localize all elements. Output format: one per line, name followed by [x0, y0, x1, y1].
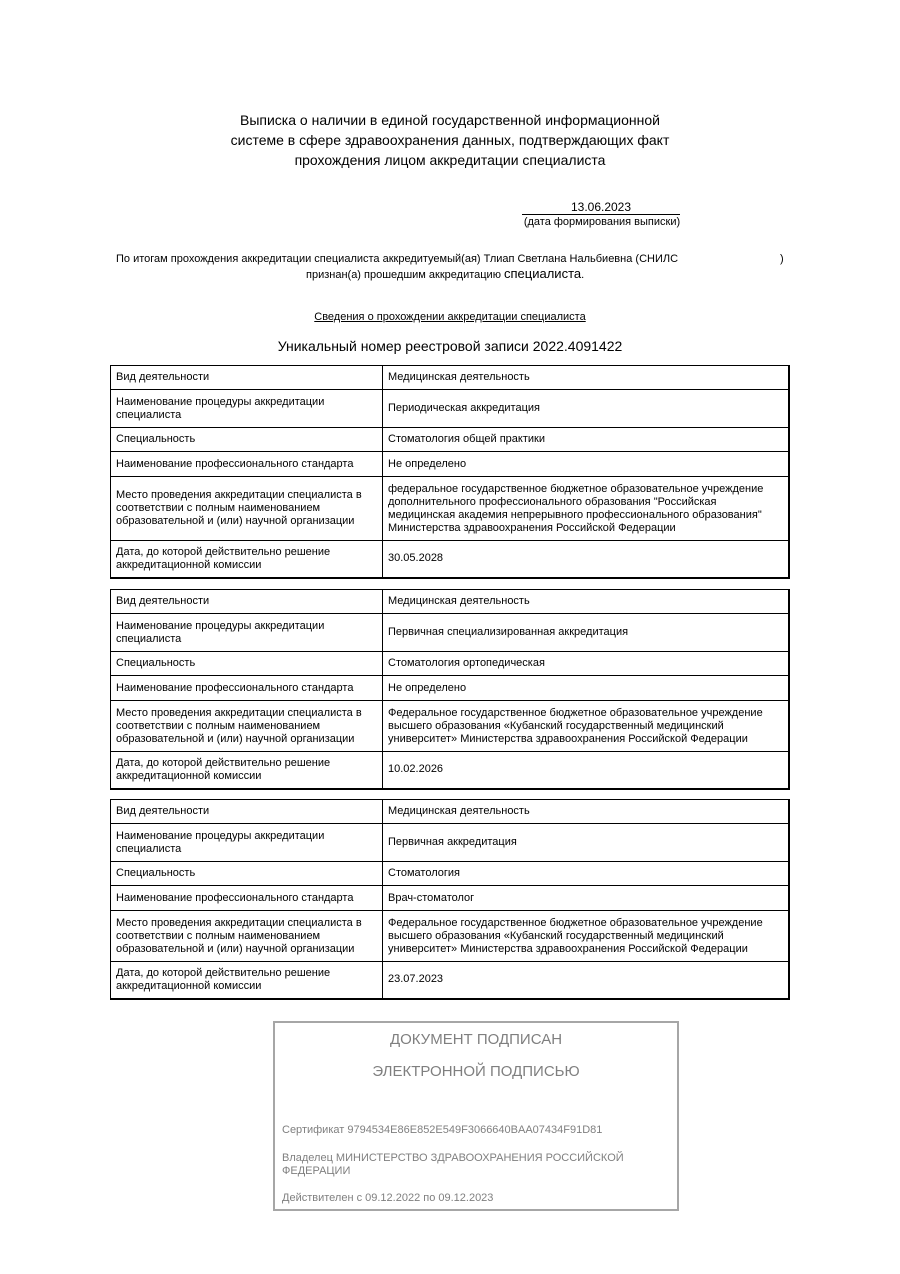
table-row [111, 590, 790, 614]
row-value: 10.02.2026 [383, 752, 790, 789]
row-value: Федеральное государственное бюджетное образовательное учреждение высшего образования «Кубанский государственный медицинский университет» Министерства здравоохранения Российской Федерации [383, 911, 790, 962]
row-label: Дата, до которой действительно решение аккредитационной комиссии [111, 752, 383, 789]
stamp-line-2: ЭЛЕКТРОННОЙ ПОДПИСЬЮ [372, 1063, 580, 1080]
accreditation-table-2 [110, 589, 790, 790]
table-row [111, 541, 790, 578]
electronic-signature-stamp [273, 1021, 679, 1211]
stamp-line-1: ДОКУМЕНТ ПОДПИСАН [389, 1031, 563, 1048]
row-value: Стоматология [383, 862, 790, 886]
intro-line-2-emphasis: специалиста [504, 266, 582, 281]
row-label: Место проведения аккредитации специалиста в соответствии с полным наименованием образовательной и (или) научной организации [111, 911, 383, 962]
row-value: Врач-стоматолог [383, 886, 790, 911]
table-row [111, 614, 790, 652]
row-label: Специальность [111, 428, 383, 452]
row-value: Медицинская деятельность [383, 366, 790, 390]
row-value: Стоматология ортопедическая [383, 652, 790, 676]
row-label: Вид деятельности [111, 366, 383, 390]
title-line-3: прохождения лицом аккредитации специалиста [294, 152, 606, 168]
row-label: Место проведения аккредитации специалиста в соответствии с полным наименованием образовательной и (или) научной организации [111, 701, 383, 752]
row-value: Периодическая аккредитация [383, 390, 790, 428]
intro-line-2-suffix: . [581, 269, 585, 281]
section-heading: Сведения о прохождении аккредитации специалиста [314, 311, 586, 323]
table-row [111, 701, 790, 752]
statement-date-block [518, 200, 686, 229]
table-row [111, 752, 790, 789]
row-label: Дата, до которой действительно решение аккредитационной комиссии [111, 962, 383, 999]
row-label: Вид деятельности [111, 800, 383, 824]
row-value: Медицинская деятельность [383, 800, 790, 824]
title-line-2: системе в сфере здравоохранения данных, подтверждающих факт [230, 132, 670, 148]
table-row [111, 911, 790, 962]
row-label: Наименование профессионального стандарта [111, 886, 383, 911]
statement-date: 13.06.2023 [522, 200, 680, 215]
row-value: Не определено [383, 452, 790, 477]
row-value: Не определено [383, 676, 790, 701]
intro-closing-paren: ) [780, 253, 784, 265]
row-label: Наименование профессионального стандарта [111, 676, 383, 701]
stamp-certificate: Сертификат 9794534E86E852E549F3066640BAA07434F91D81 [282, 1124, 603, 1136]
table-row [111, 862, 790, 886]
row-label: Наименование процедуры аккредитации специалиста [111, 390, 383, 428]
row-value: 23.07.2023 [383, 962, 790, 999]
statement-date-caption: (дата формирования выписки) [523, 216, 681, 228]
table-row [111, 800, 790, 824]
row-value: Медицинская деятельность [383, 590, 790, 614]
table-row [111, 477, 790, 541]
title-line-1: Выписка о наличии в единой государственной информационной [240, 112, 660, 128]
row-value: Первичная аккредитация [383, 824, 790, 862]
table-row [111, 366, 790, 390]
document-title [0, 110, 900, 170]
row-label: Наименование процедуры аккредитации специалиста [111, 824, 383, 862]
row-label: Специальность [111, 652, 383, 676]
intro-line-2-prefix: признан(а) прошедшим аккредитацию [306, 269, 505, 281]
row-value: Стоматология общей практики [383, 428, 790, 452]
stamp-owner: Владелец МИНИСТЕРСТВО ЗДРАВООХРАНЕНИЯ РОССИЙСКОЙ ФЕДЕРАЦИИ [282, 1152, 624, 1177]
table-row [111, 676, 790, 701]
row-value: Первичная специализированная аккредитация [383, 614, 790, 652]
row-label: Место проведения аккредитации специалиста в соответствии с полным наименованием образовательной и (или) научной организации [111, 477, 383, 541]
table-row [111, 390, 790, 428]
registry-number: Уникальный номер реестровой записи 2022.4091422 [277, 338, 623, 354]
stamp-validity: Действителен с 09.12.2022 по 09.12.2023 [282, 1192, 494, 1204]
row-value: 30.05.2028 [383, 541, 790, 578]
row-label: Наименование профессионального стандарта [111, 452, 383, 477]
row-value: федеральное государственное бюджетное образовательное учреждение дополнительного профессионального образования "Российская медицинская академия непрерывного профессионального образования" Министерства здравоохранения Российской Федерации [383, 477, 790, 541]
row-label: Вид деятельности [111, 590, 383, 614]
table-row [111, 886, 790, 911]
row-label: Специальность [111, 862, 383, 886]
table-row [111, 452, 790, 477]
row-value: Федеральное государственное бюджетное образовательное учреждение высшего образования «Кубанский государственный медицинский университет» Министерства здравоохранения Российской Федерации [383, 701, 790, 752]
row-label: Наименование процедуры аккредитации специалиста [111, 614, 383, 652]
table-row [111, 962, 790, 999]
accreditation-table-1 [110, 365, 790, 579]
row-label: Дата, до которой действительно решение аккредитационной комиссии [111, 541, 383, 578]
table-row [111, 824, 790, 862]
intro-line-1: По итогам прохождения аккредитации специалиста аккредитуемый(ая) Тлиап Светлана Нальбиевна (СНИЛС [116, 253, 679, 265]
intro-line-2 [306, 266, 584, 281]
accreditation-table-3 [110, 799, 790, 1000]
table-row [111, 428, 790, 452]
table-row [111, 652, 790, 676]
